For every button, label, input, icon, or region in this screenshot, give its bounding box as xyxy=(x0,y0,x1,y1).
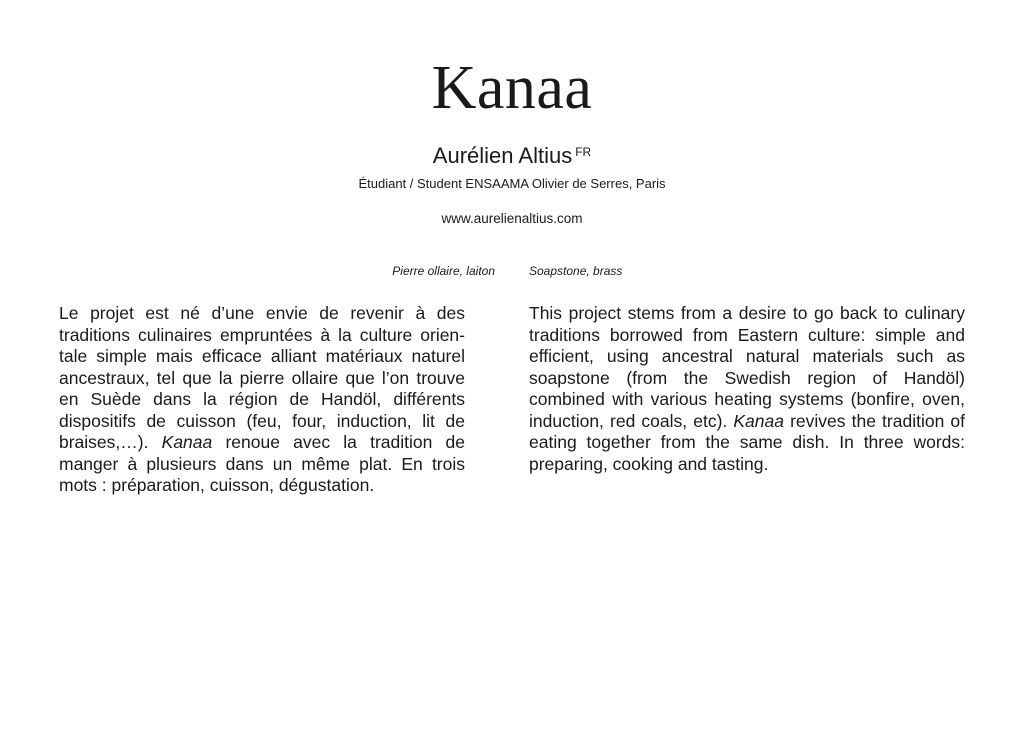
description-fr-project-name: Kanaa xyxy=(161,432,213,452)
materials-caption-fr: Pierre ollaire, laiton xyxy=(392,264,495,278)
author-line xyxy=(0,142,1024,170)
author-website: www.aurelienaltius.com xyxy=(441,211,583,226)
materials-caption-en: Soapstone, brass xyxy=(529,264,623,278)
page-title: Kanaa xyxy=(431,54,593,122)
description-french xyxy=(59,303,465,497)
description-english xyxy=(529,303,965,475)
description-en-part2: revives the tradition of eating together from the same dish. In three words: preparing, cooking and tasting. xyxy=(529,410,966,474)
author-country: FR xyxy=(575,145,592,159)
description-fr-part2: renoue avec la tradition de manger à plusieurs dans un même plat. En trois mots : préparation, cuisson, dégustation. xyxy=(59,432,465,495)
description-en-project-name: Kanaa xyxy=(733,410,784,431)
author-name: Aurélien Altius xyxy=(432,143,573,168)
author-affiliation: Étudiant / Student ENSAAMA Olivier de Serres, Paris xyxy=(358,176,666,191)
description-fr-part1: Le projet est né d’une envie de revenir à des traditions culinaires empruntées à la culture orientale simple mais efficace alliant matériaux naturel ancestraux, tel que la pierre ollaire que l’on trouve en Suède dans la région de Handöl, différents dispositifs de cuisson (feu, four, induction, lit de braises,…). xyxy=(59,303,465,452)
description-en-part1: This project stems from a desire to go back to culinary traditions borrowed from Eastern culture: simple and efficient, using ancestral natural materials such as soapstone (from the Swedish region of Handöl) combined with various heating systems (bonfire, oven, induction, red coals, etc). xyxy=(529,303,965,431)
